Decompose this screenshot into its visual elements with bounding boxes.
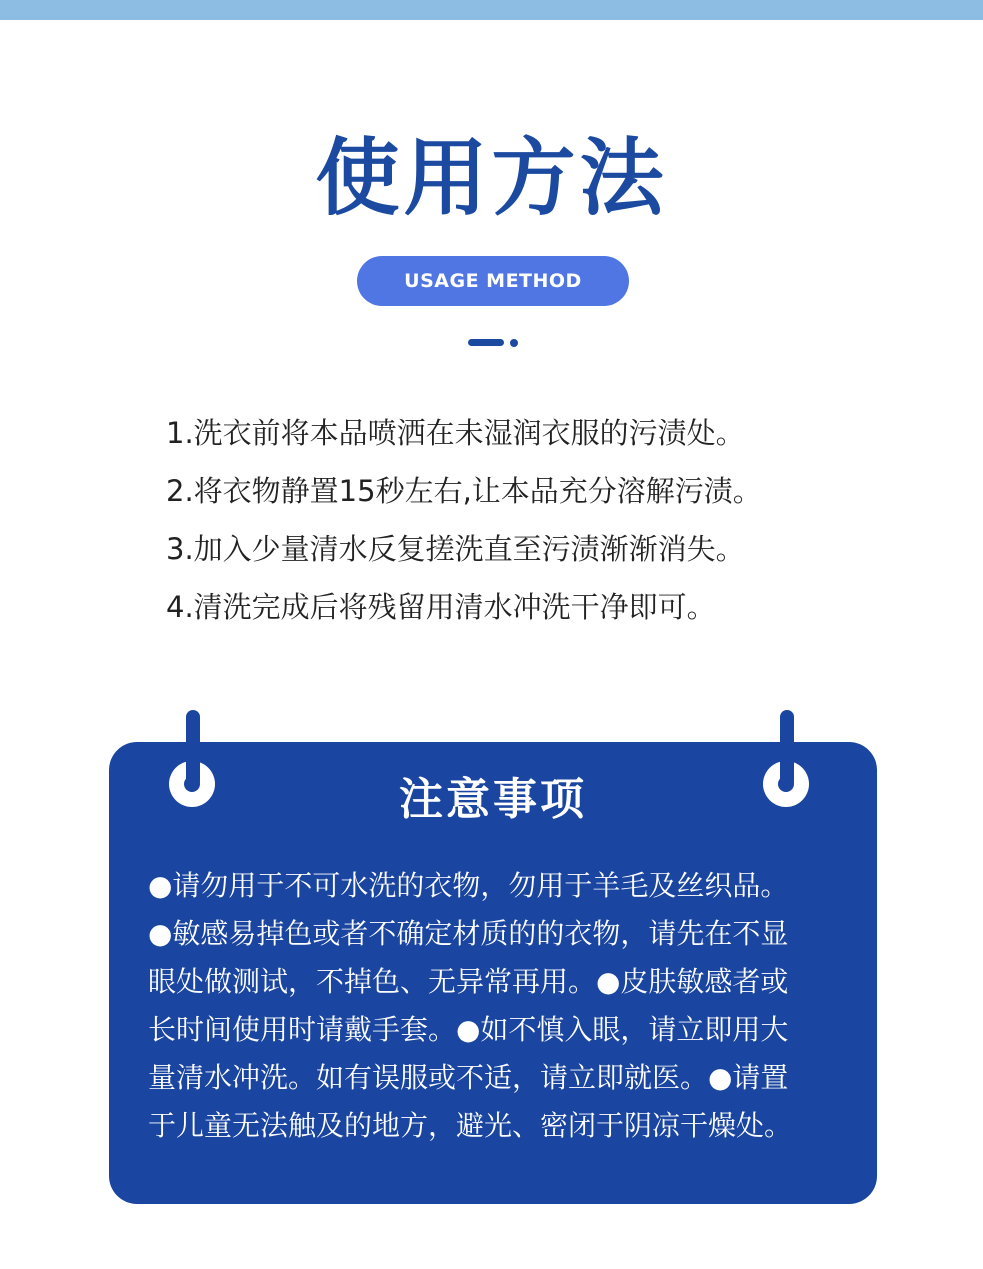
top-bar	[0, 0, 983, 20]
usage-step-1: 1.洗衣前将本品喷洒在未湿润衣服的污渍处。	[166, 416, 745, 450]
divider-dash	[468, 339, 504, 346]
usage-step-4: 4.清洗完成后将残留用清水冲洗干净即可。	[166, 590, 716, 624]
usage-step-3: 3.加入少量清水反复搓洗直至污渍渐渐消失。	[166, 532, 745, 566]
divider-dot	[510, 339, 518, 347]
usage-step-2: 2.将衣物静置15秒左右,让本品充分溶解污渍。	[166, 474, 762, 508]
notice-body: ●请勿用于不可水洗的衣物，勿用于羊毛及丝织品。 ●敏感易掉色或者不确定材质的的衣物，请先在不显 眼处做测试，不掉色、无异常再用。●皮肤敏感者或 长时间使用时请戴手套。●如不慎入眼，请立即用大 量清水冲洗。如有误服或不适，请立即就医。●请置 于儿童无法触及的地方，避光、密闭于阴凉干燥处。	[148, 869, 793, 1142]
page-title: 使用方法	[315, 129, 668, 227]
subtitle-badge: USAGE METHOD	[357, 256, 629, 306]
usage-steps-list	[166, 408, 886, 640]
notice-title: 注意事项	[399, 774, 587, 825]
